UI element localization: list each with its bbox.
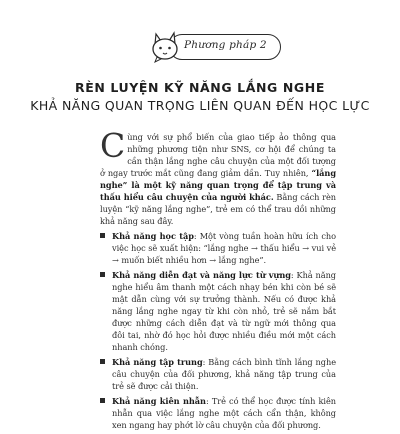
badge-frame (169, 34, 281, 60)
square-bullet-icon (100, 359, 105, 364)
bullet-term: Khả năng tập trung (112, 357, 203, 367)
method-badge (147, 30, 287, 64)
page-subtitle: KHẢ NĂNG QUAN TRỌNG LIÊN QUAN ĐẾN HỌC LỰC (30, 98, 370, 113)
intro-bold-text: “lắng nghe” là một kỹ năng quan trọng để tập trung và thấu hiểu câu chuyện của người khác. (100, 168, 336, 202)
bullet-term: Khả năng kiên nhẫn (112, 396, 206, 406)
page-title: RÈN LUYỆN KỸ NĂNG LẮNG NGHE (75, 80, 325, 95)
intro-text-1: ùng với sự phổ biến của giao tiếp ảo thông qua những phương tiện như SNS, cơ hội để chúng ta cần thận lắng nghe câu chuyện của một đối tượng ở ngay trước mắt cũng đang giảm dần. Tuy nhiên, (100, 132, 336, 178)
bullet-text: : Khả năng nghe hiểu âm thanh một cách nhạy bén khi còn bé sẽ mật dẫn cùng với sự trưởng thành. Nếu có được khả năng lắng nghe ngay từ khi còn nhỏ, trẻ sẽ nắm bắt được những cách diễn đạt và từ ngữ mới thông qua đôi tai, nhờ đó học hỏi được nhiều điều mới một cách nhanh chóng. (112, 270, 336, 352)
bullet-term: Khả năng học tập (112, 231, 194, 241)
list-item (100, 356, 336, 392)
list-item (100, 269, 336, 353)
bullet-text: : Trẻ có thể học được tính kiên nhẫn qua việc lắng nghe một cách cẩn thận, không xen ngang hay phớt lờ câu chuyện của đối phương. (112, 396, 337, 430)
mascot-icon (147, 30, 183, 64)
bullet-text: : Bằng cách bình tĩnh lắng nghe câu chuyện của đối phương, khả năng tập trung của trẻ sẽ được cải thiện. (112, 357, 336, 391)
intro-text-2: Bằng cách rèn luyện “kỹ năng lắng nghe”, trẻ em có thể trau dồi những khả năng sau đây. (100, 192, 336, 226)
bullet-term: Khả năng diễn đạt và năng lực từ vựng (112, 270, 291, 280)
list-item (100, 230, 336, 266)
list-item (100, 395, 336, 431)
drop-cap: C (100, 126, 126, 165)
bullet-text: : Một vòng tuần hoàn hữu ích cho việc học sẽ xuất hiện: “lắng nghe → thấu hiểu → vui vẻ → muốn biết nhiều hơn → lắng nghe”. (112, 231, 336, 265)
skills-list (100, 230, 336, 431)
square-bullet-icon (100, 272, 105, 277)
badge-label: Phương pháp 2 (184, 39, 267, 51)
square-bullet-icon (100, 398, 105, 403)
article-body (100, 126, 337, 434)
intro-paragraph (100, 126, 336, 227)
square-bullet-icon (100, 233, 105, 238)
